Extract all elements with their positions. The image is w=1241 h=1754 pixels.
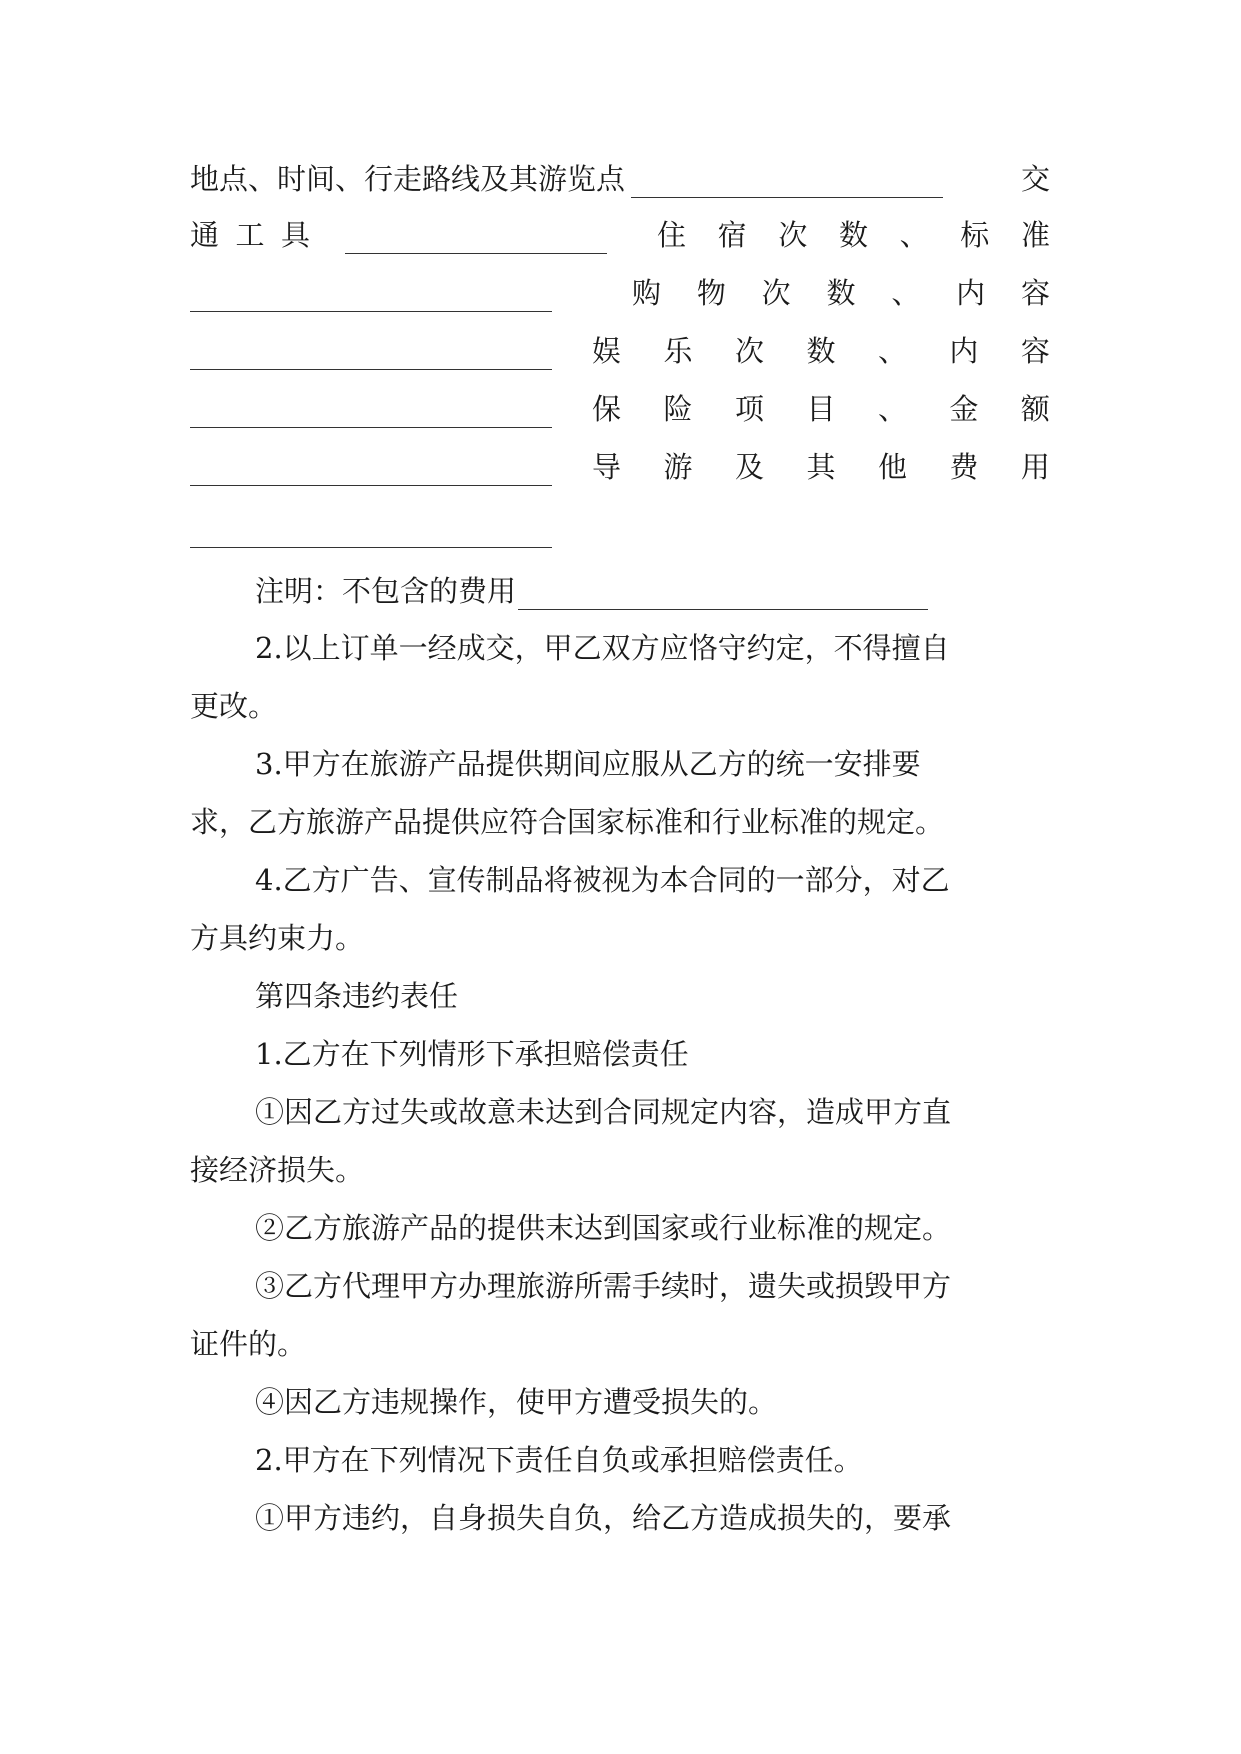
lodging-label: 住 宿 次 数 、 标 准 xyxy=(657,218,1050,252)
clause-4-line-2: 方具约束力。 xyxy=(190,921,365,955)
itinerary-label: 地点、时间、行走路线及其游览点 xyxy=(190,162,626,196)
entertainment-blank[interactable] xyxy=(190,397,552,428)
liability-section-2: 2.甲方在下列情况下责任自负或承担赔偿责任。 xyxy=(255,1443,863,1477)
lodging-blank[interactable] xyxy=(190,281,552,312)
excluded-fees-blank[interactable] xyxy=(518,579,928,610)
liability-2-item-1: ①甲方违约，自身损失自负，给乙方造成损失的，要承 xyxy=(255,1501,952,1535)
transport-label: 通 工 具 xyxy=(190,218,310,252)
guide-fee-blank[interactable] xyxy=(190,517,552,548)
clause-2-line-1: 2.以上订单一经成交，甲乙双方应恪守约定，不得擅自 xyxy=(255,631,950,665)
note-label: 注明：不包含的费用 xyxy=(255,574,517,608)
field-row-itinerary xyxy=(190,158,1050,198)
field-row-entertainment xyxy=(190,330,1050,370)
insurance-label: 保 险 项 目 、 金 额 xyxy=(592,392,1050,426)
field-row-guide xyxy=(190,446,1050,486)
itinerary-blank[interactable] xyxy=(631,167,943,198)
liability-1-item-3-line-2: 证件的。 xyxy=(190,1327,307,1361)
article-4-heading: 第四条违约表任 xyxy=(255,979,459,1013)
guide-fee-label: 导 游 及 其 他 费 用 xyxy=(592,450,1050,484)
field-row-shopping xyxy=(190,272,1050,312)
note-row xyxy=(255,570,1050,610)
liability-1-item-3-line-1: ③乙方代理甲方办理旅游所需手续时，遗失或损毁甲方 xyxy=(255,1269,952,1303)
shopping-blank[interactable] xyxy=(190,339,552,370)
field-row-insurance xyxy=(190,388,1050,428)
clause-3-line-2: 求，乙方旅游产品提供应符合国家标准和行业标准的规定。 xyxy=(190,805,945,839)
transport-blank[interactable] xyxy=(345,223,607,254)
liability-1-item-1-line-1: ①因乙方过失或故意未达到合同规定内容，造成甲方直 xyxy=(255,1095,952,1129)
insurance-blank[interactable] xyxy=(190,455,552,486)
liability-1-item-2: ②乙方旅游产品的提供末达到国家或行业标准的规定。 xyxy=(255,1211,952,1245)
clause-2-line-2: 更改。 xyxy=(190,689,278,723)
liability-1-item-4: ④因乙方违规操作，使甲方遭受损失的。 xyxy=(255,1385,778,1419)
field-row-guide-blank xyxy=(190,508,1050,548)
clause-4-line-1: 4.乙方广告、宣传制品将被视为本合同的一部分，对乙 xyxy=(255,863,950,897)
entertainment-label: 娱 乐 次 数 、 内 容 xyxy=(592,334,1050,368)
field-row-transport xyxy=(190,214,1050,254)
liability-section-1: 1.乙方在下列情形下承担赔偿责任 xyxy=(255,1037,689,1071)
itinerary-tail: 交 xyxy=(1020,162,1050,196)
liability-1-item-1-line-2: 接经济损失。 xyxy=(190,1153,365,1187)
clause-3-line-1: 3.甲方在旅游产品提供期间应服从乙方的统一安排要 xyxy=(255,747,921,781)
shopping-label: 购 物 次 数 、 内 容 xyxy=(632,276,1050,310)
